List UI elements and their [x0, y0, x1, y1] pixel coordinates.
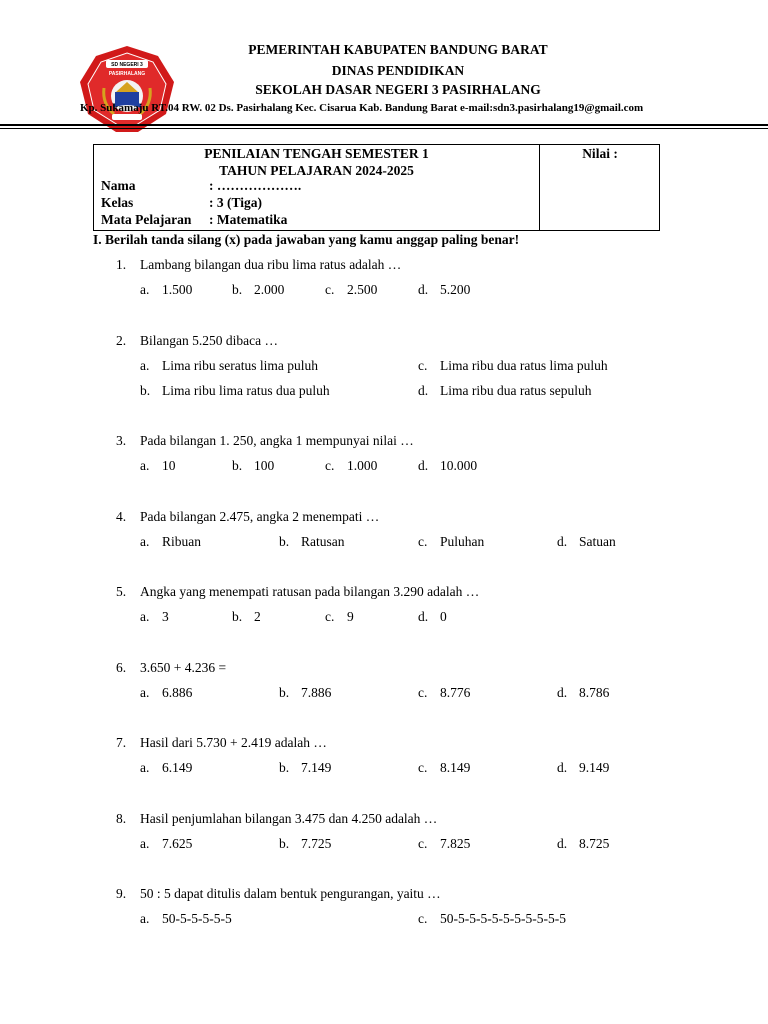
answer-option-d[interactable]: [418, 282, 470, 298]
answer-option-b[interactable]: [140, 383, 330, 399]
answer-option-b[interactable]: [279, 534, 345, 550]
question-text: Lambang bilangan dua ribu lima ratus adalah …: [140, 257, 402, 272]
option-letter: d.: [557, 760, 568, 775]
answer-option-d[interactable]: [418, 458, 477, 474]
option-text: 8.149: [440, 760, 471, 775]
answer-option-d[interactable]: [557, 534, 616, 550]
option-text: 7.886: [301, 685, 332, 700]
answer-option-c[interactable]: [325, 458, 377, 474]
question-number: 8.: [116, 811, 127, 826]
subject-value: : Matematika: [209, 212, 288, 227]
option-text: 9: [347, 609, 354, 624]
logo-text-mid: PASIRHALANG: [108, 71, 146, 77]
option-letter: c.: [418, 534, 428, 549]
subject-label: Mata Pelajaran: [101, 212, 192, 227]
question-number: 5.: [116, 584, 127, 599]
answer-option-b[interactable]: [279, 685, 331, 701]
answer-option-b[interactable]: [232, 282, 284, 298]
option-letter: b.: [279, 685, 290, 700]
school-logo-icon: [78, 44, 176, 134]
class-row: [101, 195, 262, 211]
option-text: 0: [440, 609, 447, 624]
option-letter: b.: [279, 836, 290, 851]
option-letter: c.: [418, 911, 428, 926]
question-number: 6.: [116, 660, 127, 675]
question-text: 50 : 5 dapat ditulis dalam bentuk pengurangan, yaitu …: [140, 886, 441, 901]
question-6: [116, 660, 226, 676]
option-text: 9.149: [579, 760, 610, 775]
option-text: 2.500: [347, 282, 378, 297]
option-letter: d.: [418, 458, 429, 473]
answer-option-b[interactable]: [279, 760, 331, 776]
answer-option-a[interactable]: [140, 760, 192, 776]
option-text: 10: [162, 458, 176, 473]
question-number: 7.: [116, 735, 127, 750]
option-letter: d.: [418, 282, 429, 297]
option-letter: b.: [279, 534, 290, 549]
answer-option-a[interactable]: [140, 534, 201, 550]
option-text: 8.786: [579, 685, 610, 700]
letterhead-rule-thin: [0, 128, 768, 129]
answer-option-a[interactable]: [140, 911, 232, 927]
question-2: [116, 333, 278, 349]
score-label: Nilai :: [582, 146, 618, 161]
option-letter: a.: [140, 911, 150, 926]
question-4: [116, 509, 379, 525]
question-8: [116, 811, 437, 827]
answer-option-a[interactable]: [140, 685, 192, 701]
question-text: Pada bilangan 2.475, angka 2 menempati …: [140, 509, 380, 524]
option-text: Lima ribu dua ratus lima puluh: [440, 358, 608, 373]
option-letter: c.: [325, 458, 335, 473]
option-letter: a.: [140, 534, 150, 549]
school-address: Kp. Sukamaju RT.04 RW. 02 Ds. Pasirhalang Kec. Cisarua Kab. Bandung Barat e-mail:sdn3.pasirhalang19@gmail.com: [80, 102, 644, 114]
option-letter: a.: [140, 458, 150, 473]
option-text: 3: [162, 609, 169, 624]
name-label: Nama: [101, 178, 136, 193]
answer-option-c[interactable]: [418, 760, 470, 776]
answer-option-a[interactable]: [140, 458, 176, 474]
letterhead-line-3: SEKOLAH DASAR NEGERI 3 PASIRHALANG: [255, 82, 541, 97]
answer-option-c[interactable]: [325, 609, 354, 625]
option-text: Lima ribu dua ratus sepuluh: [440, 383, 592, 398]
question-text: Bilangan 5.250 dibaca …: [140, 333, 278, 348]
option-letter: a.: [140, 609, 150, 624]
option-text: 6.149: [162, 760, 193, 775]
option-text: 5.200: [440, 282, 471, 297]
answer-option-c[interactable]: [325, 282, 377, 298]
option-letter: a.: [140, 760, 150, 775]
answer-option-a[interactable]: [140, 836, 192, 852]
answer-option-d[interactable]: [418, 383, 591, 399]
exam-info-box: [93, 144, 660, 231]
option-text: 6.886: [162, 685, 193, 700]
exam-title: PENILAIAN TENGAH SEMESTER 1: [204, 146, 429, 161]
option-text: 7.825: [440, 836, 471, 851]
option-letter: c.: [325, 282, 335, 297]
answer-option-c[interactable]: [418, 534, 484, 550]
option-text: Ratusan: [301, 534, 345, 549]
option-text: Lima ribu seratus lima puluh: [162, 358, 318, 373]
option-letter: b.: [232, 282, 243, 297]
option-text: Lima ribu lima ratus dua puluh: [162, 383, 330, 398]
question-text: Angka yang menempati ratusan pada bilangan 3.290 adalah …: [140, 584, 480, 599]
question-9: [116, 886, 441, 902]
name-field[interactable]: : ……………….: [209, 178, 302, 193]
answer-option-c[interactable]: [418, 836, 470, 852]
option-text: 8.776: [440, 685, 471, 700]
subject-row: [101, 212, 287, 228]
question-5: [116, 584, 479, 600]
exam-year: TAHUN PELAJARAN 2024-2025: [219, 163, 414, 178]
option-text: 10.000: [440, 458, 478, 473]
option-letter: c.: [418, 760, 428, 775]
option-text: 100: [254, 458, 275, 473]
answer-option-b[interactable]: [232, 609, 261, 625]
answer-option-a[interactable]: [140, 358, 318, 374]
option-letter: a.: [140, 836, 150, 851]
question-number: 4.: [116, 509, 127, 524]
letterhead-rule-thick: [0, 124, 768, 126]
class-label: Kelas: [101, 195, 134, 210]
option-text: Ribuan: [162, 534, 201, 549]
question-number: 9.: [116, 886, 127, 901]
option-text: 2.000: [254, 282, 285, 297]
answer-option-d[interactable]: [557, 760, 609, 776]
name-row: [101, 178, 301, 194]
option-letter: d.: [557, 685, 568, 700]
option-letter: c.: [418, 685, 428, 700]
question-1: [116, 257, 401, 273]
question-text: Hasil penjumlahan bilangan 3.475 dan 4.250 adalah …: [140, 811, 438, 826]
option-text: 8.725: [579, 836, 610, 851]
option-letter: d.: [418, 383, 429, 398]
question-7: [116, 735, 327, 751]
option-text: Puluhan: [440, 534, 485, 549]
question-number: 1.: [116, 257, 127, 272]
option-letter: c.: [418, 836, 428, 851]
option-text: 50-5-5-5-5-5-5-5-5-5-5: [440, 911, 566, 926]
option-letter: c.: [418, 358, 428, 373]
option-letter: b.: [279, 760, 290, 775]
option-letter: c.: [325, 609, 335, 624]
option-text: 50-5-5-5-5-5: [162, 911, 232, 926]
answer-option-d[interactable]: [418, 609, 447, 625]
option-text: 2: [254, 609, 261, 624]
option-text: 1.500: [162, 282, 193, 297]
option-text: 7.725: [301, 836, 332, 851]
class-value: : 3 (Tiga): [209, 195, 262, 210]
option-letter: d.: [557, 534, 568, 549]
logo-text-top: SD NEGERI 3: [111, 62, 143, 68]
answer-option-b[interactable]: [232, 458, 274, 474]
question-text: Pada bilangan 1. 250, angka 1 mempunyai nilai …: [140, 433, 414, 448]
option-letter: d.: [557, 836, 568, 851]
question-number: 3.: [116, 433, 127, 448]
option-letter: b.: [232, 458, 243, 473]
option-letter: b.: [232, 609, 243, 624]
answer-option-d[interactable]: [557, 836, 609, 852]
question-text: 3.650 + 4.236 =: [140, 660, 227, 675]
answer-option-b[interactable]: [279, 836, 331, 852]
answer-option-c[interactable]: [418, 358, 608, 374]
letterhead-line-1: PEMERINTAH KABUPATEN BANDUNG BARAT: [248, 42, 548, 57]
option-letter: a.: [140, 282, 150, 297]
option-text: 7.625: [162, 836, 193, 851]
question-number: 2.: [116, 333, 127, 348]
question-3: [116, 433, 414, 449]
option-text: Satuan: [579, 534, 616, 549]
answer-option-c[interactable]: [418, 685, 470, 701]
answer-option-c[interactable]: [418, 911, 566, 927]
option-text: 1.000: [347, 458, 378, 473]
answer-option-a[interactable]: [140, 609, 169, 625]
option-letter: b.: [140, 383, 151, 398]
option-letter: a.: [140, 685, 150, 700]
letterhead-line-2: DINAS PENDIDIKAN: [331, 63, 465, 78]
answer-option-a[interactable]: [140, 282, 192, 298]
answer-option-d[interactable]: [557, 685, 609, 701]
option-letter: a.: [140, 358, 150, 373]
option-text: 7.149: [301, 760, 332, 775]
option-letter: d.: [418, 609, 429, 624]
question-text: Hasil dari 5.730 + 2.419 adalah …: [140, 735, 327, 750]
section-instruction: I. Berilah tanda silang (x) pada jawaban yang kamu anggap paling benar!: [93, 232, 520, 247]
